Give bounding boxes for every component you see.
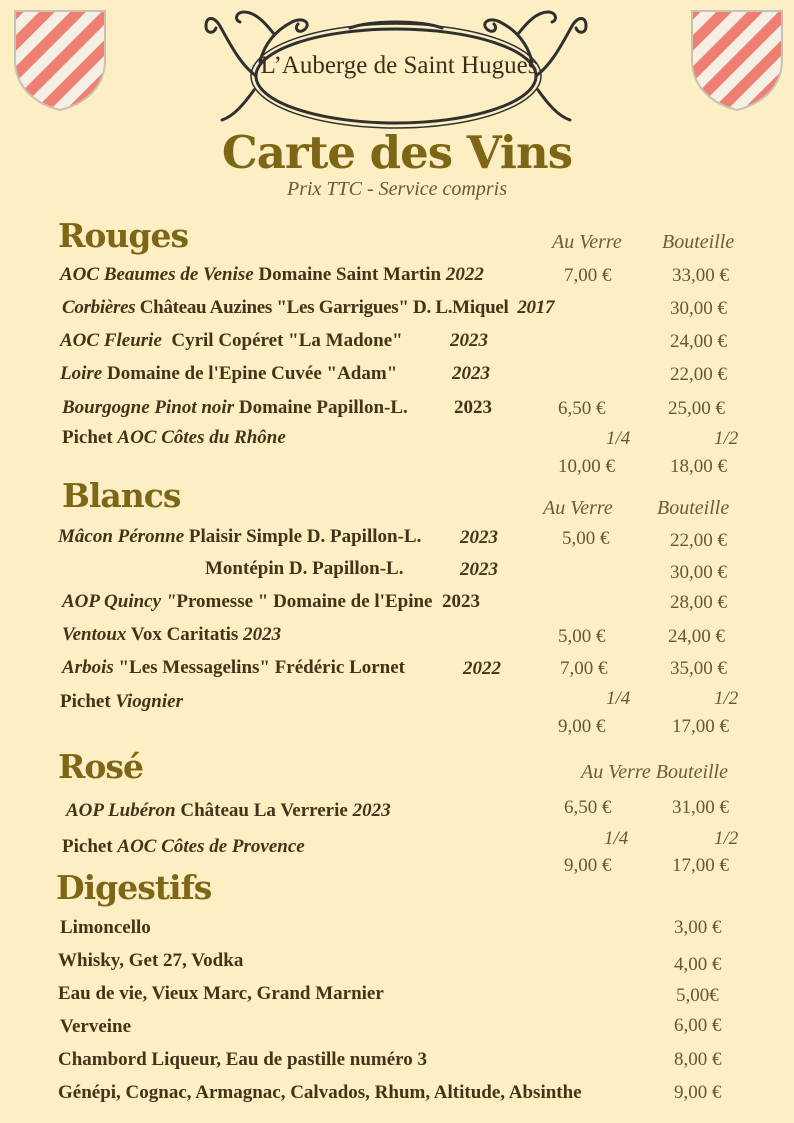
section-rose-heading: Rosé [58,747,144,786]
digestif-item: Génépi, Cognac, Armagnac, Calvados, Rhum, Altitude, Absinthe [58,1082,582,1103]
section-digestifs-heading: Digestifs [56,868,212,907]
page-title: Carte des Vins [221,126,573,179]
page-subtitle: Prix TTC - Service compris [287,178,507,200]
pichet-half-label: 1/2 [714,428,739,449]
pichet-half-price: 17,00 € [672,716,729,737]
pichet-row: Pichet AOC Côtes du Rhône [62,427,286,448]
pichet-half-label: 1/2 [714,688,739,709]
pichet-half-price: 18,00 € [670,456,727,477]
pichet-row: Pichet Viognier [60,691,183,712]
wine-year: 2023 [460,527,498,548]
wine-row: AOC Beaumes de Venise Domaine Saint Martin 2022 [60,264,484,285]
section-blancs-heading: Blancs [62,476,181,515]
price-bottle: 22,00 € [670,530,727,551]
price-glass: 5,00 € [562,528,610,549]
price-glass: 5,00 € [558,626,606,647]
pichet-quarter-label: 1/4 [606,428,631,449]
digestif-price: 4,00 € [674,954,722,975]
wine-row: Bourgogne Pinot noir Domaine Papillon-L. [62,397,408,418]
digestif-price: 8,00 € [674,1049,722,1070]
pichet-half-price: 17,00 € [672,855,729,876]
price-bottle: 24,00 € [670,331,727,352]
column-header-combined: Au Verre Bouteille [581,761,728,783]
right-shield-icon [689,8,785,112]
column-bottle-header: Bouteille [662,231,735,253]
wine-year: 2023 [450,330,488,351]
pichet-quarter-price: 10,00 € [558,456,615,477]
wine-row: Montépin D. Papillon-L. [205,558,404,579]
price-bottle: 35,00 € [670,658,727,679]
pichet-quarter-label: 1/4 [604,828,629,849]
wine-year: 2022 [463,658,501,679]
wine-row: Ventoux Vox Caritatis 2023 [62,624,282,645]
digestif-item: Whisky, Get 27, Vodka [58,950,244,971]
digestif-item: Eau de vie, Vieux Marc, Grand Marnier [58,983,384,1004]
digestif-item: Verveine [60,1016,132,1037]
price-bottle: 28,00 € [670,592,727,613]
wine-year: 2023 [452,363,490,384]
pichet-half-label: 1/2 [714,828,739,849]
digestif-price: 6,00 € [674,1015,722,1036]
wine-row: Loire Domaine de l'Epine Cuvée "Adam" [60,363,398,384]
column-bottle-header: Bouteille [657,497,730,519]
price-glass: 7,00 € [564,265,612,286]
wine-row: Arbois "Les Messagelins" Frédéric Lornet [62,657,406,678]
price-bottle: 30,00 € [670,562,727,583]
digestif-price: 9,00 € [674,1082,722,1103]
pichet-quarter-price: 9,00 € [564,855,612,876]
price-glass: 6,50 € [558,398,606,419]
price-bottle: 33,00 € [672,265,729,286]
digestif-item: Chambord Liqueur, Eau de pastille numéro 3 [58,1049,427,1070]
pichet-row: Pichet AOC Côtes de Provence [62,836,305,857]
wine-row: Mâcon Péronne Plaisir Simple D. Papillon-L. [58,526,422,547]
wine-row: AOP Quincy "Promesse " Domaine de l'Epine 2023 [62,591,480,612]
pichet-quarter-label: 1/4 [606,688,631,709]
price-glass: 6,50 € [564,797,612,818]
wine-row: AOC Fleurie Cyril Copéret "La Madone" [60,330,403,351]
price-bottle: 31,00 € [672,797,729,818]
price-bottle: 30,00 € [670,298,727,319]
section-rouges-heading: Rouges [58,216,189,255]
price-bottle: 24,00 € [668,626,725,647]
digestif-item: Limoncello [60,917,151,938]
digestif-price: 5,00€ [676,985,719,1006]
price-glass: 7,00 € [560,658,608,679]
column-glass-header: Au Verre [552,231,622,253]
wine-row: AOP Lubéron Château La Verrerie 2023 [66,800,391,821]
column-glass-header: Au Verre [543,497,613,519]
wine-year: 2023 [460,559,498,580]
pichet-quarter-price: 9,00 € [558,716,606,737]
price-bottle: 25,00 € [668,398,725,419]
left-shield-icon [12,8,108,112]
wine-year: 2023 [454,397,492,418]
restaurant-name: L’Auberge de Saint Hugues [260,52,538,79]
price-bottle: 22,00 € [670,364,727,385]
digestif-price: 3,00 € [674,917,722,938]
wine-row: Corbières Château Auzines "Les Garrigues" D. L.Miquel 2017 [62,297,555,318]
